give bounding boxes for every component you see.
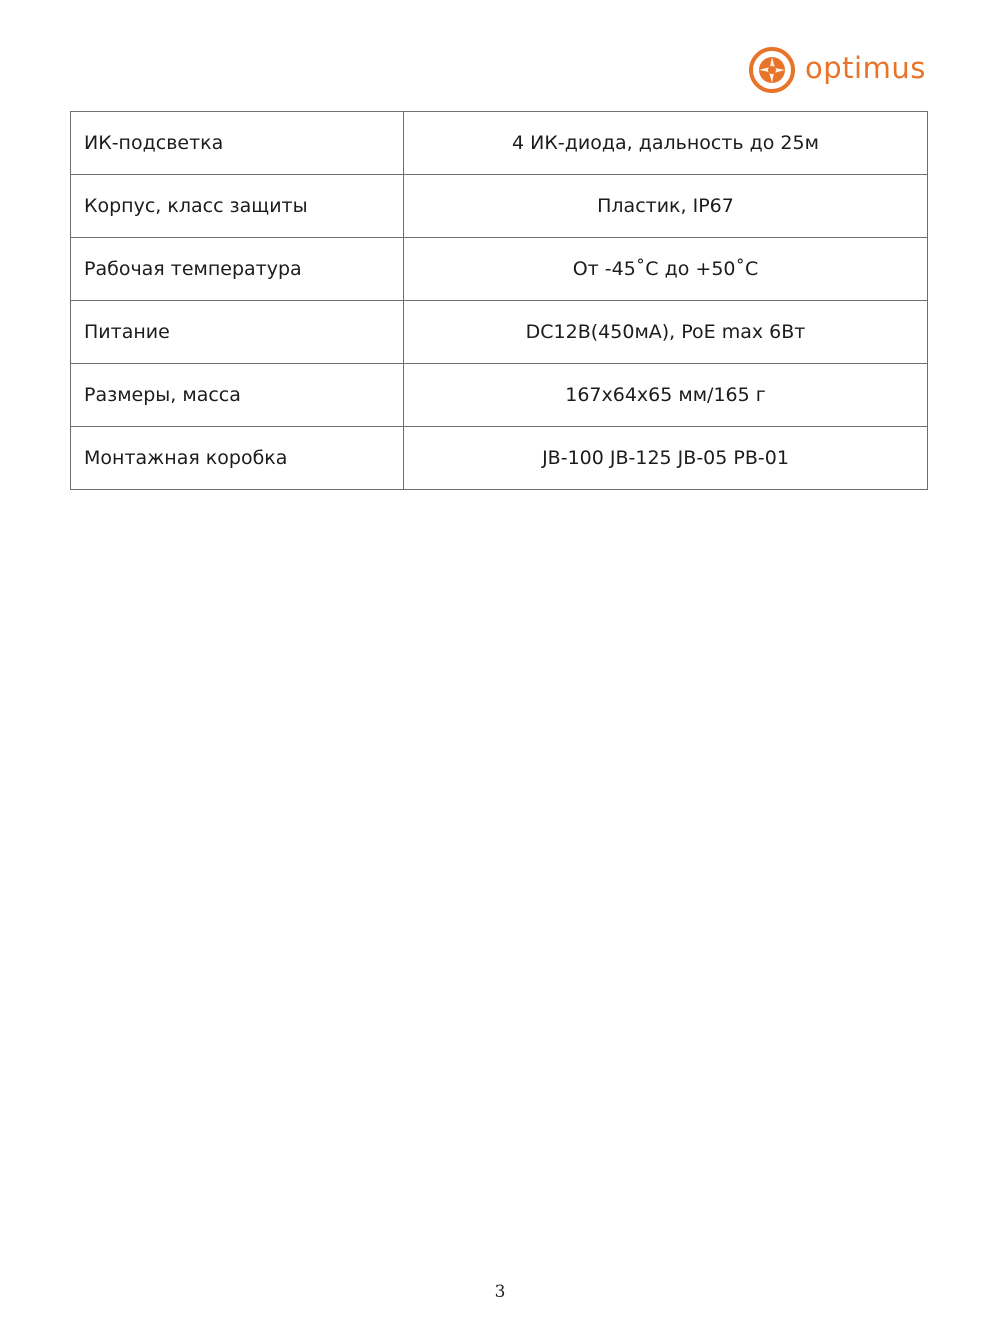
- spec-label: Питание: [71, 301, 404, 364]
- logo-text: optimus: [805, 50, 926, 85]
- spec-table: [70, 111, 928, 490]
- spec-value: 4 ИК-диода, дальность до 25м: [404, 112, 928, 175]
- spec-value: От -45˚С до +50˚С: [404, 238, 928, 301]
- spec-value: DC12В(450мА), PoE max 6Вт: [404, 301, 928, 364]
- spec-value: JB-100 JB-125 JB-05 PB-01: [404, 427, 928, 490]
- spec-label: Монтажная коробка: [71, 427, 404, 490]
- spec-label: Корпус, класс защиты: [71, 175, 404, 238]
- table-row: [71, 112, 928, 175]
- spec-label: ИК-подсветка: [71, 112, 404, 175]
- spec-value: 167x64x65 мм/165 г: [404, 364, 928, 427]
- table-row: [71, 238, 928, 301]
- spec-label: Размеры, масса: [71, 364, 404, 427]
- spec-label: Рабочая температура: [71, 238, 404, 301]
- table-row: [71, 301, 928, 364]
- brand-logo: [748, 44, 928, 96]
- page-number: 3: [494, 1282, 506, 1302]
- table-row: [71, 427, 928, 490]
- table-row: [71, 175, 928, 238]
- spec-value: Пластик, IP67: [404, 175, 928, 238]
- table-row: [71, 364, 928, 427]
- optimus-logo-icon: [748, 46, 796, 94]
